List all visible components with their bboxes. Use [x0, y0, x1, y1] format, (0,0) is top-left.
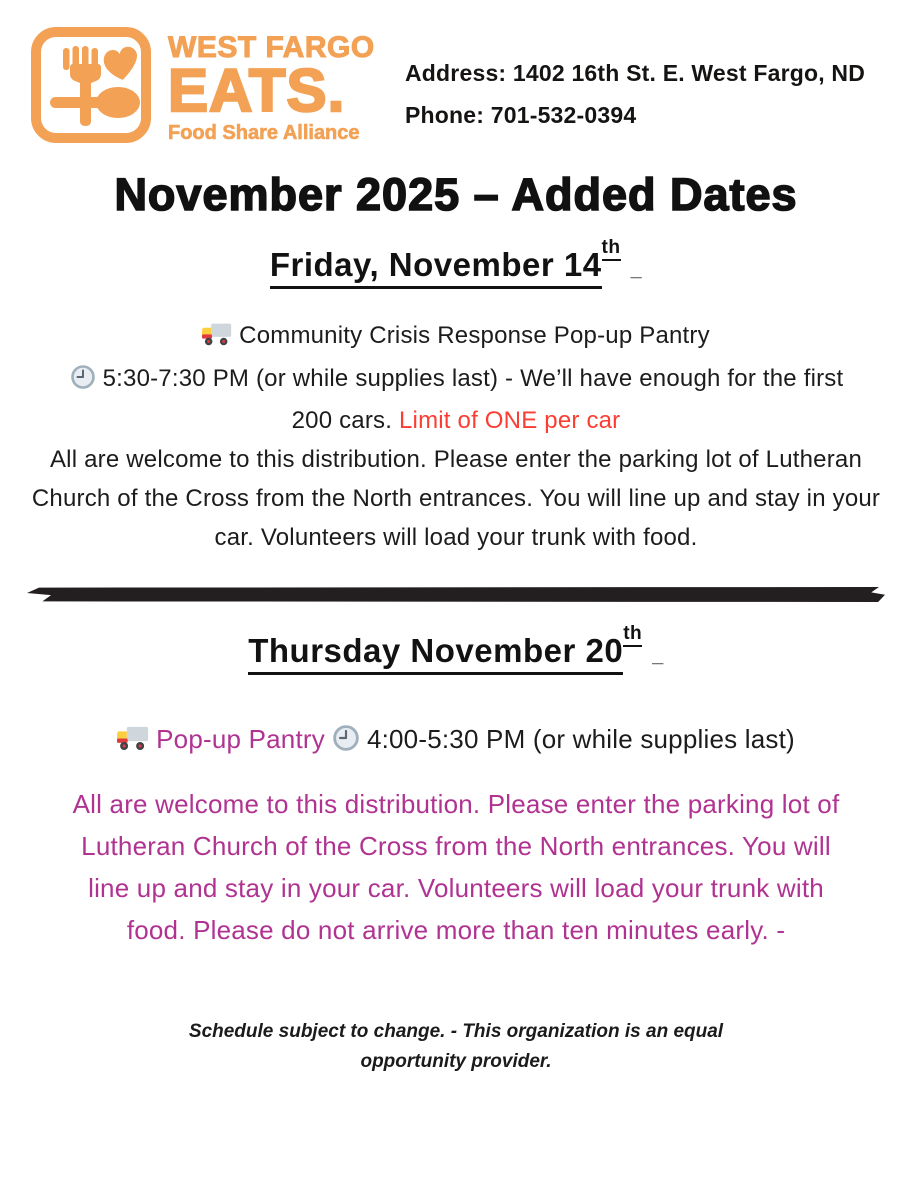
thursday-event-label: Pop-up Pantry: [156, 724, 325, 754]
logo-food-share-alliance: Food Share Alliance: [168, 122, 360, 144]
page-title: November 2025 – Added Dates: [114, 169, 798, 220]
thursday-heading-mark: _: [652, 645, 664, 667]
logo-west-fargo: WEST FARGO: [168, 31, 375, 64]
section-friday-nov-14: [0, 237, 912, 557]
divider-bar: [27, 587, 885, 602]
delivery-truck-icon: [117, 724, 149, 763]
friday-heading-text: Friday, November 14: [270, 246, 602, 289]
friday-heading-mark: _: [630, 259, 643, 281]
section-thursday-nov-20: [0, 623, 912, 951]
friday-heading-ordinal: th: [602, 237, 621, 261]
fork-heart-spoon-icon: [30, 24, 152, 146]
limit-warning: Limit of ONE per car: [398, 407, 621, 434]
friday-time-text: 5:30-7:30 PM (or while supplies last) - We’ll have enough for the first 200 cars.: [102, 365, 844, 434]
clock-icon: [71, 362, 95, 401]
thursday-heading-text: Thursday November 20: [248, 632, 623, 675]
phone-line: Phone: 701-532-0394: [405, 102, 637, 128]
friday-time-line: [55, 359, 857, 440]
footer-note: Schedule subject to change. - This organization is an equal opportunity provider.: [188, 1021, 724, 1072]
logo: [30, 24, 375, 146]
friday-heading: [0, 237, 912, 284]
clock-icon: [333, 723, 359, 762]
logo-eats: EATS.: [168, 57, 346, 124]
friday-event-text: Community Crisis Response Pop-up Pantry: [239, 322, 710, 349]
address-line: Address: 1402 16th St. E. West Fargo, ND: [405, 60, 866, 86]
friday-event-line: [0, 316, 912, 359]
logo-text: [168, 24, 375, 144]
header: [0, 0, 912, 152]
friday-paragraph: All are welcome to this distribution. Please enter the parking lot of Lutheran Church of the Cross from the North entrances. You will line up and stay in your car. Volunteers will load your trunk with food.: [31, 446, 881, 551]
thursday-time-text: 4:00-5:30 PM (or while supplies last): [366, 724, 795, 754]
thursday-heading-ordinal: th: [623, 623, 642, 647]
footer: [0, 1017, 912, 1077]
contact-info: [405, 52, 865, 136]
thursday-paragraph: All are welcome to this distribution. Please enter the parking lot of Lutheran Church of the Cross from the North entrances. You will line up and stay in your car. Volunteers will load your trunk with food. Please do not arrive more than ten minutes early. -: [72, 789, 840, 945]
delivery-truck-icon: [202, 320, 232, 359]
thursday-heading: [0, 623, 912, 670]
thursday-event-line: [0, 720, 912, 763]
